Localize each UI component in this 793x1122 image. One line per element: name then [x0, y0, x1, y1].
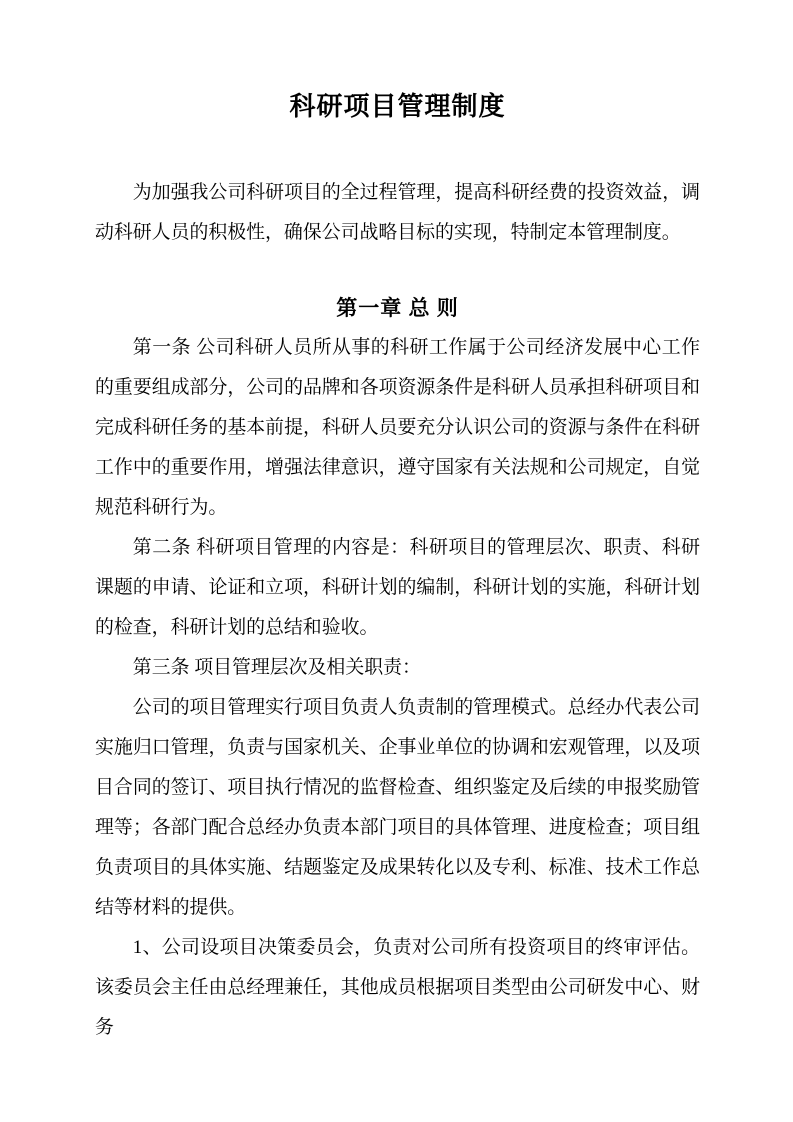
chapter-1-heading: 第一章 总 则	[336, 296, 459, 320]
article-1-paragraph: 第一条 公司科研人员所从事的科研工作属于公司经济发展中心工作的重要组成部分，公司的品牌和各项资源条件是科研人员承担科研项目和完成科研任务的基本前提，科研人员要充分认识公司的资源与条件在科研工作中的重要作用，增强法律意识，遵守国家有关法规和公司规定，自觉规范科研行为。	[95, 337, 700, 518]
article-3-paragraph: 第三条 项目管理层次及相关职责：	[132, 657, 421, 678]
intro-paragraph: 为加强我公司科研项目的全过程管理，提高科研经费的投资效益，调动科研人员的积极性，确保公司战略目标的实现，特制定本管理制度。	[95, 182, 700, 243]
article-3-detail-paragraph: 公司的项目管理实行项目负责人负责制的管理模式。总经办代表公司实施归口管理，负责与国家机关、企事业单位的协调和宏观管理，以及项目合同的签订、项目执行情况的监督检查、组织鉴定及后续的申报奖励管理等；各部门配合总经办负责本部门项目的具体管理、进度检查；项目组负责项目的具体实施、结题鉴定及成果转化以及专利、标准、技术工作总结等材料的提供。	[95, 697, 700, 918]
document-title: 科研项目管理制度	[289, 91, 506, 121]
article-2-paragraph: 第二条 科研项目管理的内容是：科研项目的管理层次、职责、科研课题的申请、论证和立项，科研计划的编制，科研计划的实施，科研计划的检查，科研计划的总结和验收。	[95, 537, 700, 638]
article-3-item-1-paragraph: 1、公司设项目决策委员会，负责对公司所有投资项目的终审评估。该委员会主任由总经理兼任，其他成员根据项目类型由公司研发中心、财务	[95, 937, 700, 1038]
